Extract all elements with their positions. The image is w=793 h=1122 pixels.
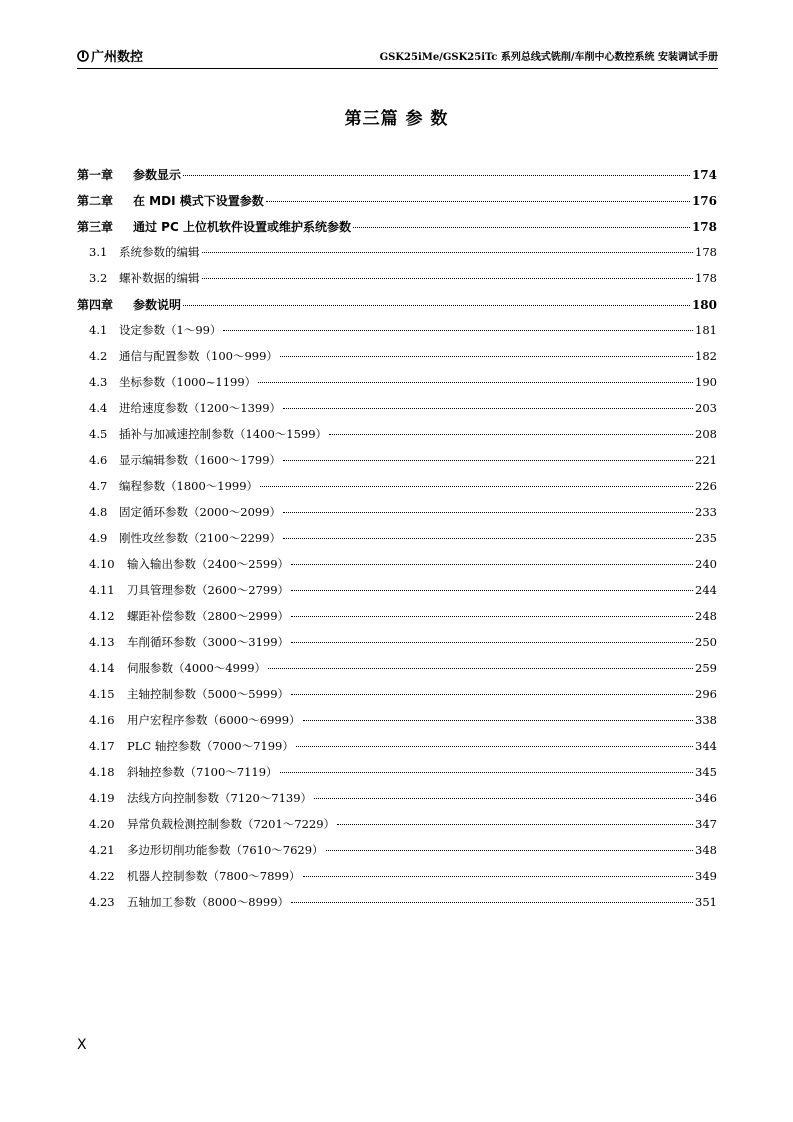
toc-entry-title: 输入输出参数（2400～2599） <box>127 557 290 571</box>
toc-section-entry[interactable] <box>77 452 717 478</box>
toc-entry-number: 4.23 <box>89 895 115 909</box>
toc-entry-page: 190 <box>695 375 717 389</box>
toc-section-entry[interactable] <box>77 530 717 556</box>
dot-leader <box>183 305 690 306</box>
toc-entry-page: 346 <box>695 791 717 805</box>
toc-entry-title: 系统参数的编辑 <box>119 245 200 259</box>
toc-entry-page: 348 <box>695 843 717 857</box>
toc-entry-page: 250 <box>695 635 717 649</box>
toc-section-entry[interactable] <box>77 244 717 270</box>
toc-entry-number: 4.3 <box>89 375 108 389</box>
toc-section-entry[interactable] <box>77 842 717 868</box>
toc-entry-number: 4.20 <box>89 817 115 831</box>
dot-leader <box>291 642 693 643</box>
toc-entry-page: 208 <box>695 427 717 441</box>
toc-entry-page: 178 <box>695 271 717 285</box>
toc-entry-title: PLC 轴控参数（7000～7199） <box>127 739 294 753</box>
toc-entry-page: 338 <box>695 713 717 727</box>
toc-entry-number: 4.10 <box>89 557 115 571</box>
toc-entry-page: 235 <box>695 531 717 545</box>
toc-entry-number: 4.2 <box>89 349 108 363</box>
dot-leader <box>223 330 693 331</box>
toc-section-entry[interactable] <box>77 712 717 738</box>
toc-entry-title: 伺服参数（4000～4999） <box>127 661 267 675</box>
dot-leader <box>202 252 694 253</box>
toc-section-entry[interactable] <box>77 478 717 504</box>
toc-entry-title: 车削循环参数（3000～3199） <box>127 635 290 649</box>
toc-entry-page: 226 <box>695 479 717 493</box>
page-title: 第三篇 参 数 <box>344 109 449 129</box>
toc-entry-page: 181 <box>695 323 717 337</box>
toc-section-entry[interactable] <box>77 348 717 374</box>
toc-entry-page: 349 <box>695 869 717 883</box>
toc-entry-title: 斜轴控参数（7100～7119） <box>127 765 278 779</box>
toc-chapter-entry[interactable] <box>77 166 717 192</box>
dot-leader <box>291 902 693 903</box>
toc-entry-number: 4.6 <box>89 453 108 467</box>
toc-entry-page: 345 <box>695 765 717 779</box>
toc-section-entry[interactable] <box>77 608 717 634</box>
dot-leader <box>283 460 693 461</box>
toc-entry-page: 351 <box>695 895 717 909</box>
toc-entry-page: 203 <box>695 401 717 415</box>
toc-section-entry[interactable] <box>77 270 717 296</box>
page-header <box>77 40 718 69</box>
toc-entry-title: 进给速度参数（1200～1399） <box>119 401 282 415</box>
gsk-logo-icon <box>77 50 89 62</box>
toc-section-entry[interactable] <box>77 816 717 842</box>
dot-leader <box>260 486 693 487</box>
toc-section-entry[interactable] <box>77 400 717 426</box>
toc-entry-page: 248 <box>695 609 717 623</box>
toc-entry-title: 多边形切削功能参数（7610～7629） <box>127 843 324 857</box>
dot-leader <box>283 512 693 513</box>
dot-leader <box>283 408 693 409</box>
toc-entry-page: 180 <box>691 298 717 312</box>
dot-leader <box>291 616 693 617</box>
toc-entry-title: 法线方向控制参数（7120～7139） <box>127 791 313 805</box>
toc-entry-number: 第一章 <box>77 168 114 182</box>
toc-section-entry[interactable] <box>77 686 717 712</box>
toc-entry-page: 178 <box>691 220 717 234</box>
toc-entry-number: 4.1 <box>89 323 108 337</box>
toc-entry-number: 4.18 <box>89 765 115 779</box>
dot-leader <box>326 850 694 851</box>
dot-leader <box>268 668 693 669</box>
toc-section-entry[interactable] <box>77 322 717 348</box>
toc-entry-number: 4.4 <box>89 401 108 415</box>
toc-entry-number: 4.11 <box>89 583 115 597</box>
toc-entry-title: 刚性攻丝参数（2100～2299） <box>119 531 282 545</box>
toc-entry-number: 4.17 <box>89 739 115 753</box>
toc-entry-number: 4.16 <box>89 713 115 727</box>
dot-leader <box>296 746 693 747</box>
toc-entry-number: 4.15 <box>89 687 115 701</box>
toc-entry-title: 设定参数（1～99） <box>119 323 222 337</box>
logo-text: 广州数控 <box>91 50 144 65</box>
toc-entry-number: 3.2 <box>89 271 108 285</box>
toc-entry-number: 4.7 <box>89 479 108 493</box>
toc-section-entry[interactable] <box>77 894 717 920</box>
dot-leader <box>202 278 694 279</box>
toc-entry-page: 182 <box>695 349 717 363</box>
dot-leader <box>280 772 694 773</box>
dot-leader <box>283 538 693 539</box>
toc-entry-page: 233 <box>695 505 717 519</box>
dot-leader <box>337 824 693 825</box>
toc-entry-title: 显示编辑参数（1600～1799） <box>119 453 282 467</box>
toc-entry-title: 参数显示 <box>133 168 182 182</box>
toc-entry-page: 174 <box>691 168 717 182</box>
dot-leader <box>291 564 693 565</box>
toc-section-entry[interactable] <box>77 426 717 452</box>
toc-section-entry[interactable] <box>77 660 717 686</box>
brand-logo <box>77 46 143 65</box>
toc-entry-title: 通信与配置参数（100～999） <box>119 349 278 363</box>
toc-entry-number: 4.19 <box>89 791 115 805</box>
toc-entry-title: 螺补数据的编辑 <box>119 271 200 285</box>
toc-entry-page: 244 <box>695 583 717 597</box>
toc-section-entry[interactable] <box>77 634 717 660</box>
toc-section-entry[interactable] <box>77 764 717 790</box>
toc-entry-title: 螺距补偿参数（2800～2999） <box>127 609 290 623</box>
toc-entry-page: 240 <box>695 557 717 571</box>
toc-entry-number: 4.21 <box>89 843 115 857</box>
toc-entry-title: 刀具管理参数（2600～2799） <box>127 583 290 597</box>
dot-leader <box>303 876 694 877</box>
toc-entry-page: 296 <box>695 687 717 701</box>
toc-entry-title: 坐标参数（1000~1199） <box>119 375 257 389</box>
toc-entry-title: 在 MDI 模式下设置参数 <box>133 194 264 208</box>
dot-leader <box>303 720 694 721</box>
toc-section-entry[interactable] <box>77 556 717 582</box>
toc-entry-number: 第三章 <box>77 220 114 234</box>
toc-section-entry[interactable] <box>77 582 717 608</box>
toc-entry-page: 176 <box>691 194 717 208</box>
dot-leader <box>329 434 693 435</box>
dot-leader <box>183 175 690 176</box>
toc-entry-number: 4.9 <box>89 531 108 545</box>
toc-entry-page: 344 <box>695 739 717 753</box>
toc-section-entry[interactable] <box>77 374 717 400</box>
toc-entry-title: 参数说明 <box>133 298 182 312</box>
toc-entry-title: 固定循环参数（2000～2099） <box>119 505 282 519</box>
toc-entry-number: 4.13 <box>89 635 115 649</box>
dot-leader <box>291 590 693 591</box>
toc-chapter-entry[interactable] <box>77 218 717 244</box>
toc-entry-page: 259 <box>695 661 717 675</box>
toc-entry-title: 异常负载检测控制参数（7201～7229） <box>127 817 336 831</box>
toc-entry-number: 4.14 <box>89 661 115 675</box>
toc-entry-title: 编程参数（1800～1999） <box>119 479 259 493</box>
dot-leader <box>314 798 693 799</box>
dot-leader <box>280 356 693 357</box>
dot-leader <box>291 694 693 695</box>
toc-entry-title: 机器人控制参数（7800～7899） <box>127 869 301 883</box>
toc-chapter-entry[interactable] <box>77 192 717 218</box>
toc-entry-title: 插补与加减速控制参数（1400～1599） <box>119 427 328 441</box>
toc-entry-title: 用户宏程序参数（6000～6999） <box>127 713 301 727</box>
table-of-contents <box>77 166 717 920</box>
toc-entry-number: 3.1 <box>89 245 108 259</box>
toc-entry-number: 4.5 <box>89 427 108 441</box>
toc-entry-title: 五轴加工参数（8000～8999） <box>127 895 290 909</box>
toc-entry-number: 4.22 <box>89 869 115 883</box>
toc-entry-number: 4.8 <box>89 505 108 519</box>
manual-title: GSK25iMe/GSK25iTc 系列总线式铣削/车削中心数控系统 安装调试手册 <box>379 52 718 63</box>
toc-entry-title: 主轴控制参数（5000～5999） <box>127 687 290 701</box>
dot-leader <box>353 227 690 228</box>
toc-entry-page: 178 <box>695 245 717 259</box>
toc-section-entry[interactable] <box>77 738 717 764</box>
toc-entry-page: 221 <box>695 453 717 467</box>
toc-entry-number: 第四章 <box>77 298 114 312</box>
dot-leader <box>258 382 693 383</box>
toc-entry-number: 4.12 <box>89 609 115 623</box>
toc-section-entry[interactable] <box>77 868 717 894</box>
page-number: X <box>77 1037 87 1053</box>
toc-entry-number: 第二章 <box>77 194 114 208</box>
dot-leader <box>266 201 690 202</box>
toc-chapter-entry[interactable] <box>77 296 717 322</box>
toc-entry-title: 通过 PC 上位机软件设置或维护系统参数 <box>133 220 351 234</box>
toc-section-entry[interactable] <box>77 504 717 530</box>
toc-entry-page: 347 <box>695 817 717 831</box>
toc-section-entry[interactable] <box>77 790 717 816</box>
